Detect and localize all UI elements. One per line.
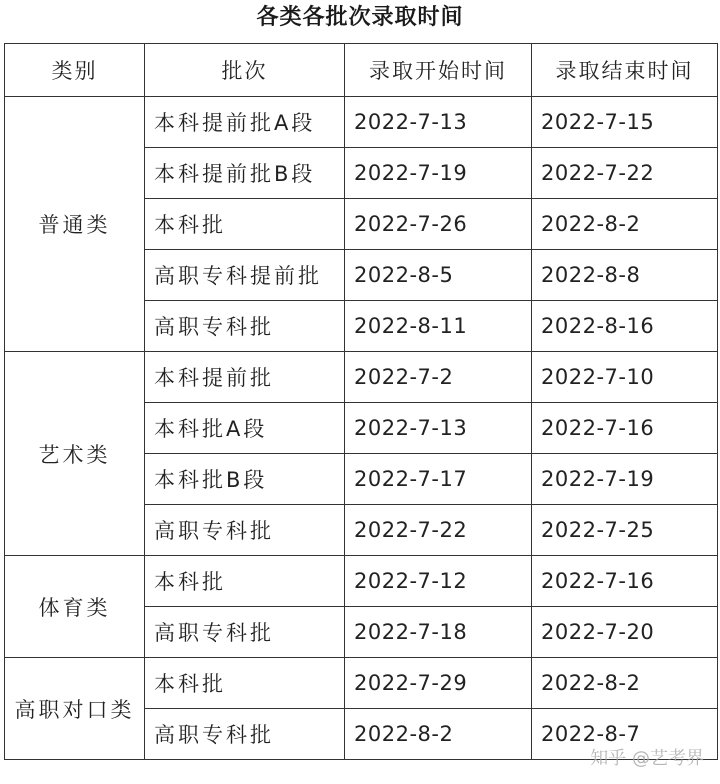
start-date-cell: 2022-8-5 xyxy=(345,250,532,301)
batch-cell: 本科提前批 xyxy=(145,352,345,403)
end-date-cell: 2022-7-20 xyxy=(532,607,718,658)
start-date-cell: 2022-7-29 xyxy=(345,658,532,709)
batch-cell: 高职专科批 xyxy=(145,301,345,352)
table-header-row xyxy=(5,44,718,97)
end-date-cell: 2022-7-16 xyxy=(532,556,718,607)
start-date-cell: 2022-7-2 xyxy=(345,352,532,403)
end-date-cell: 2022-8-2 xyxy=(532,199,718,250)
batch-cell: 本科批 xyxy=(145,199,345,250)
table-row xyxy=(5,556,718,607)
start-date-cell: 2022-8-2 xyxy=(345,709,532,760)
end-date-cell: 2022-8-2 xyxy=(532,658,718,709)
start-date-cell: 2022-7-22 xyxy=(345,505,532,556)
start-date-cell: 2022-7-19 xyxy=(345,148,532,199)
start-date-cell: 2022-8-11 xyxy=(345,301,532,352)
start-date-cell: 2022-7-12 xyxy=(345,556,532,607)
end-date-cell: 2022-8-16 xyxy=(532,301,718,352)
start-date-cell: 2022-7-13 xyxy=(345,403,532,454)
header-category: 类别 xyxy=(5,44,145,97)
header-end-time: 录取结束时间 xyxy=(532,44,718,97)
end-date-cell: 2022-7-10 xyxy=(532,352,718,403)
category-cell: 高职对口类 xyxy=(5,658,145,760)
table-row xyxy=(5,352,718,403)
end-date-cell: 2022-7-19 xyxy=(532,454,718,505)
batch-cell: 高职专科批 xyxy=(145,607,345,658)
batch-cell: 本科批B段 xyxy=(145,454,345,505)
batch-cell: 本科批A段 xyxy=(145,403,345,454)
header-start-time: 录取开始时间 xyxy=(345,44,532,97)
batch-cell: 本科批 xyxy=(145,556,345,607)
category-cell: 体育类 xyxy=(5,556,145,658)
batch-cell: 本科提前批B段 xyxy=(145,148,345,199)
category-cell: 艺术类 xyxy=(5,352,145,556)
end-date-cell: 2022-7-16 xyxy=(532,403,718,454)
end-date-cell: 2022-7-15 xyxy=(532,97,718,148)
end-date-cell: 2022-7-22 xyxy=(532,148,718,199)
start-date-cell: 2022-7-13 xyxy=(345,97,532,148)
batch-cell: 高职专科提前批 xyxy=(145,250,345,301)
batch-cell: 本科提前批A段 xyxy=(145,97,345,148)
start-date-cell: 2022-7-18 xyxy=(345,607,532,658)
end-date-cell: 2022-8-7 xyxy=(532,709,718,760)
batch-cell: 本科批 xyxy=(145,658,345,709)
table-row xyxy=(5,97,718,148)
end-date-cell: 2022-7-25 xyxy=(532,505,718,556)
category-cell: 普通类 xyxy=(5,97,145,352)
admission-schedule-table xyxy=(4,43,718,760)
end-date-cell: 2022-8-8 xyxy=(532,250,718,301)
watermark: 知乎 @艺考界 xyxy=(590,748,704,769)
start-date-cell: 2022-7-26 xyxy=(345,199,532,250)
header-batch: 批次 xyxy=(145,44,345,97)
batch-cell: 高职专科批 xyxy=(145,709,345,760)
start-date-cell: 2022-7-17 xyxy=(345,454,532,505)
batch-cell: 高职专科批 xyxy=(145,505,345,556)
table-row xyxy=(5,658,718,709)
page-title: 各类各批次录取时间 xyxy=(256,4,464,30)
